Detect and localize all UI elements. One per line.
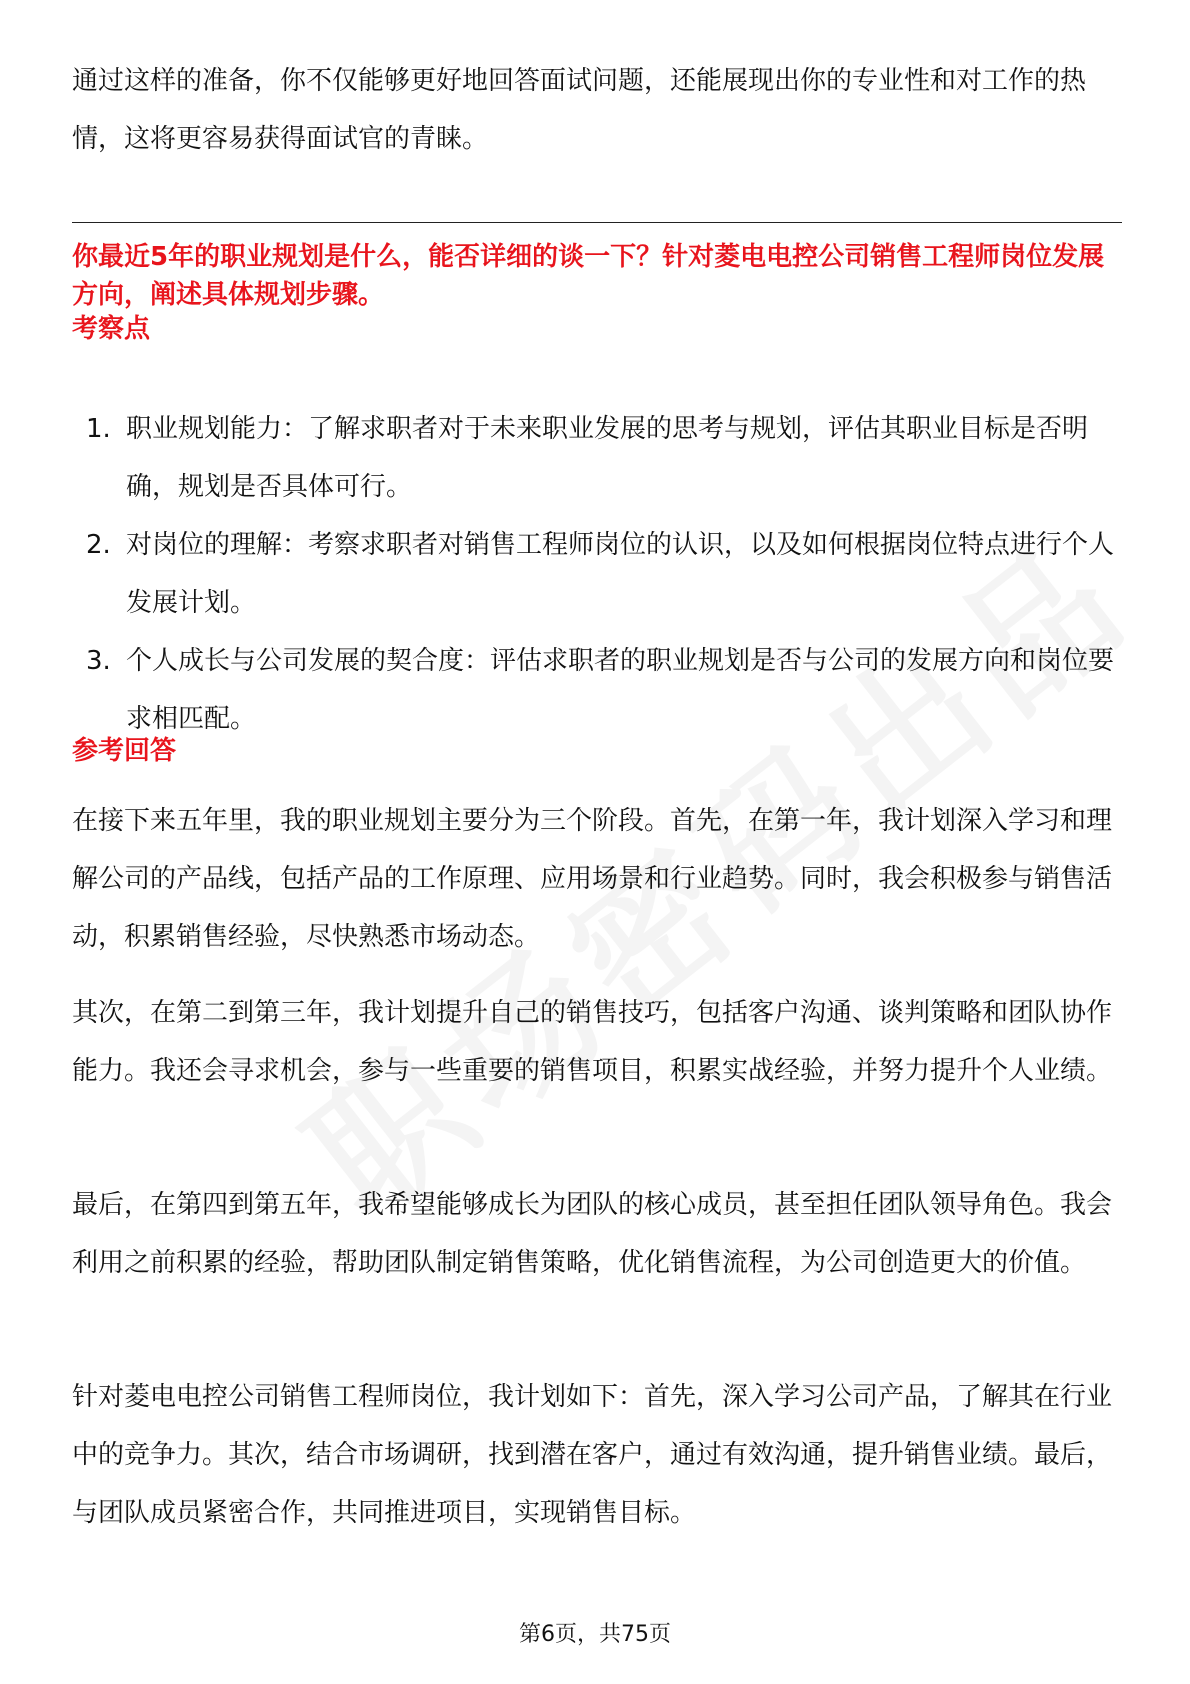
intro-paragraph: 通过这样的准备，你不仅能够更好地回答面试问题，还能展现出你的专业性和对工作的热情，这将更容易获得面试官的青睐。 — [72, 66, 1087, 154]
list-item — [72, 400, 1122, 516]
list-item — [72, 516, 1122, 632]
assessment-list — [72, 400, 1122, 748]
list-item-number: 1. — [86, 414, 111, 444]
page-number: 第6页，共75页 — [519, 1622, 671, 1647]
answer-paragraph: 最后，在第四到第五年，我希望能够成长为团队的核心成员，甚至担任团队领导角色。我会利用之前积累的经验，帮助团队制定销售策略，优化销售流程，为公司创造更大的价值。 — [72, 1190, 1113, 1278]
assessment-heading: 考察点 — [72, 314, 151, 344]
answer-heading: 参考回答 — [72, 736, 177, 766]
list-item-number: 2. — [86, 530, 111, 560]
answer-paragraph: 其次，在第二到第三年，我计划提升自己的销售技巧，包括客户沟通、谈判策略和团队协作能力。我还会寻求机会，参与一些重要的销售项目，积累实战经验，并努力提升个人业绩。 — [72, 998, 1113, 1086]
section-divider — [72, 222, 1122, 223]
list-item-text: 职业规划能力：了解求职者对于未来职业发展的思考与规划，评估其职业目标是否明确，规划是否具体可行。 — [126, 414, 1089, 502]
list-item-text: 个人成长与公司发展的契合度：评估求职者的职业规划是否与公司的发展方向和岗位要求相匹配。 — [126, 646, 1115, 734]
answer-paragraph: 针对菱电电控公司销售工程师岗位，我计划如下：首先，深入学习公司产品，了解其在行业中的竞争力。其次，结合市场调研，找到潜在客户，通过有效沟通，提升销售业绩。最后，与团队成员紧密合作，共同推进项目，实现销售目标。 — [72, 1382, 1113, 1528]
list-item — [72, 632, 1122, 748]
question-title: 你最近5年的职业规划是什么，能否详细的谈一下？针对菱电电控公司销售工程师岗位发展方向，阐述具体规划步骤。 — [72, 242, 1105, 310]
list-item-number: 3. — [86, 646, 111, 676]
list-item-text: 对岗位的理解：考察求职者对销售工程师岗位的认识，以及如何根据岗位特点进行个人发展计划。 — [126, 530, 1115, 618]
answer-paragraph: 在接下来五年里，我的职业规划主要分为三个阶段。首先，在第一年，我计划深入学习和理解公司的产品线，包括产品的工作原理、应用场景和行业趋势。同时，我会积极参与销售活动，积累销售经验，尽快熟悉市场动态。 — [72, 806, 1113, 952]
